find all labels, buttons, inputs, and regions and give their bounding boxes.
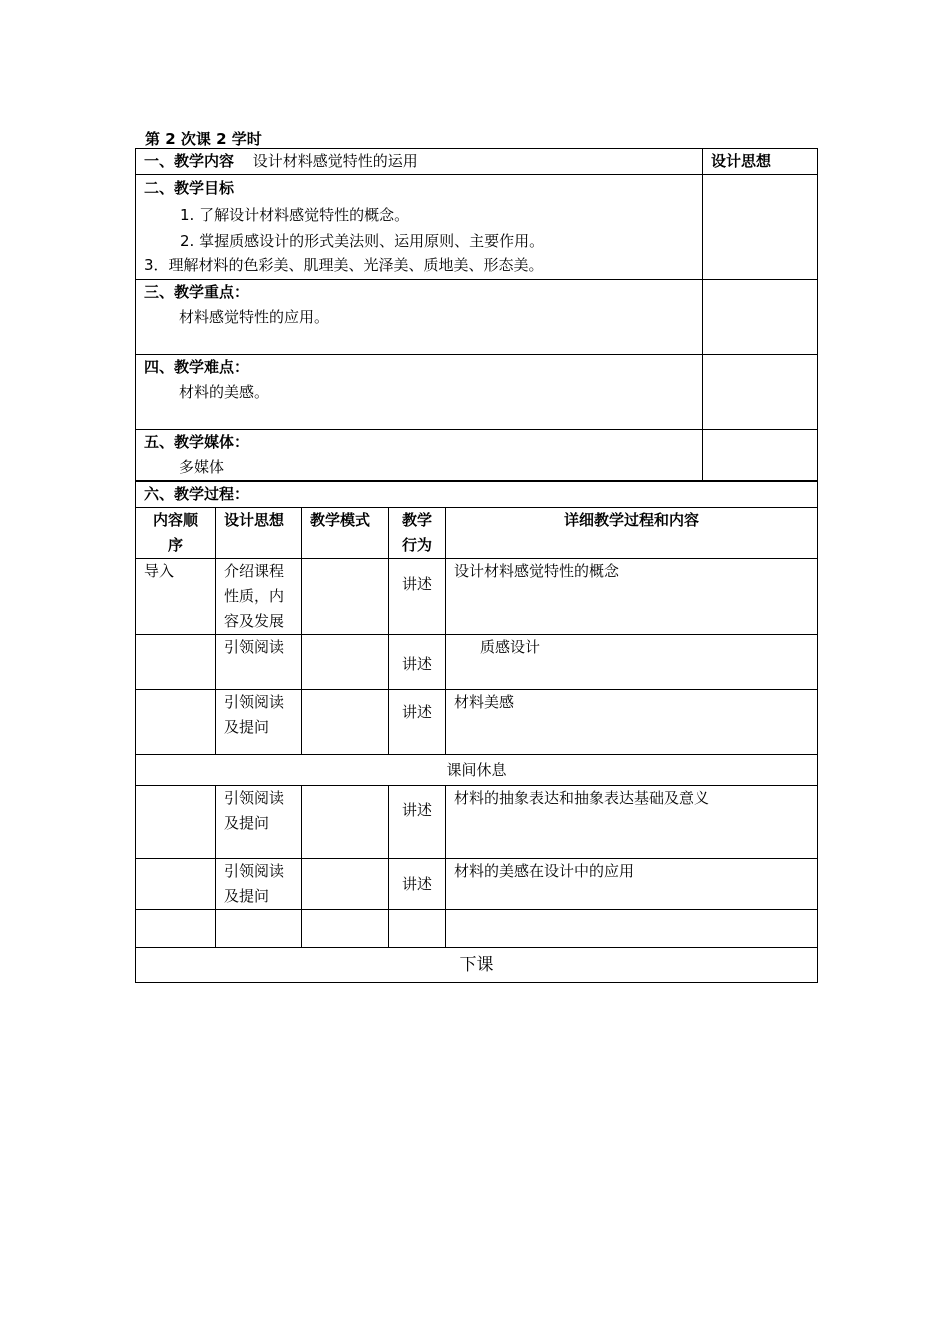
row-mode [302,635,389,690]
row-behavior: 讲述 [389,859,446,910]
row-behavior: 讲述 [389,690,446,755]
row-behavior [389,910,446,948]
row-mode [302,859,389,910]
idea-line: 容及发展 [224,612,285,630]
idea-line: 介绍课程 [224,562,285,580]
idea-line: 引领阅读 [224,862,285,880]
table-row [136,690,818,755]
table-row [136,859,818,910]
row-detail: 材料的抽象表达和抽象表达基础及意义 [446,786,818,859]
key-points-text: 材料感觉特性的应用。 [179,308,330,326]
teaching-content-label: 一、教学内容 [144,152,235,170]
teaching-goals-label: 二、教学目标 [144,179,235,197]
col-header-sequence-line: 内容顺 [152,511,198,529]
row-behavior: 讲述 [389,786,446,859]
row-detail: 材料的美感在设计中的应用 [446,859,818,910]
key-points-side-cell [703,280,818,355]
media-cell [136,430,703,481]
idea-line: 及提问 [224,814,270,832]
col-header-behavior-line: 行为 [401,536,432,554]
table-row [136,635,818,690]
teaching-content-text: 设计材料感觉特性的运用 [252,152,418,170]
col-header-mode: 教学模式 [302,508,389,559]
row-design-idea [216,690,302,755]
end-of-class-row: 下课 [136,948,818,983]
lesson-heading: 第 2 次课 2 学时 [145,130,262,148]
row-detail: 材料美感 [446,690,818,755]
teaching-content-cell [136,149,703,175]
idea-line: 及提问 [224,887,270,905]
media-text: 多媒体 [179,458,225,476]
col-header-behavior [389,508,446,559]
table-row [136,910,818,948]
col-header-sequence [136,508,216,559]
teaching-process-table [135,481,818,983]
media-side-cell [703,430,818,481]
row-behavior: 讲述 [389,559,446,635]
goal-item-2: 2. 掌握质感设计的形式美法则、运用原则、主要作用。 [180,232,545,250]
row-sequence: 导入 [136,559,216,635]
row-detail [446,910,818,948]
col-header-behavior-line: 教学 [401,511,432,529]
col-header-detail: 详细教学过程和内容 [446,508,818,559]
idea-line: 性质，内 [224,587,285,605]
idea-line: 及提问 [224,718,270,736]
col-header-sequence-line: 序 [167,536,183,554]
media-label: 五、教学媒体： [144,433,250,451]
row-detail: 设计材料感觉特性的概念 [446,559,818,635]
row-detail: 质感设计 [446,635,818,690]
idea-line: 引领阅读 [224,789,285,807]
difficulties-side-cell [703,355,818,430]
row-design-idea [216,859,302,910]
table-row [136,559,818,635]
row-sequence [136,859,216,910]
table-row [136,786,818,859]
col-header-design-idea: 设计思想 [216,508,302,559]
row-mode [302,786,389,859]
row-behavior: 讲述 [389,635,446,690]
row-sequence [136,635,216,690]
row-mode [302,910,389,948]
design-idea-header: 设计思想 [703,149,818,175]
row-design-idea [216,786,302,859]
difficulties-label: 四、教学难点： [144,358,250,376]
key-points-label: 三、教学重点： [144,283,250,301]
goals-side-cell [703,175,818,280]
lesson-plan-table [135,148,818,481]
goal-item-1: 1. 了解设计材料感觉特性的概念。 [180,206,410,224]
idea-line: 引领阅读 [224,638,285,656]
row-design-idea [216,559,302,635]
break-row: 课间休息 [136,755,818,786]
difficulties-text: 材料的美感。 [179,383,270,401]
row-mode [302,559,389,635]
difficulties-cell [136,355,703,430]
row-mode [302,690,389,755]
process-section-label: 六、教学过程： [136,482,818,508]
row-design-idea [216,635,302,690]
row-sequence [136,910,216,948]
key-points-cell [136,280,703,355]
teaching-goals-cell [136,175,703,280]
row-sequence [136,786,216,859]
idea-line: 引领阅读 [224,693,285,711]
row-sequence [136,690,216,755]
row-design-idea [216,910,302,948]
goal-item-3: 3．理解材料的色彩美、肌理美、光泽美、质地美、形态美。 [144,256,544,274]
